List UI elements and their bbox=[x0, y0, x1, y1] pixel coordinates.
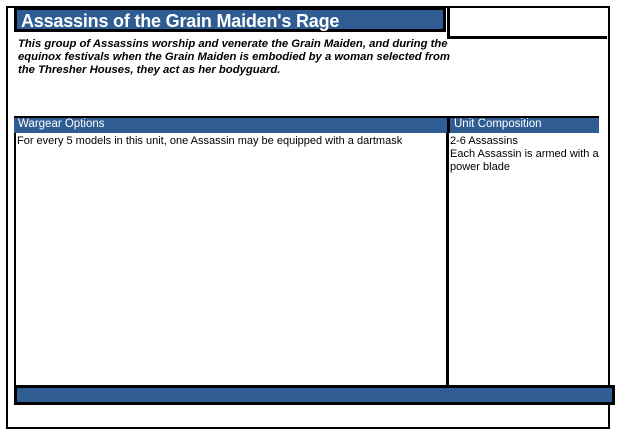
wargear-header bbox=[14, 116, 447, 133]
column-divider bbox=[446, 133, 449, 385]
unit-armament: Each Assassin is armed with a power blade bbox=[450, 148, 599, 173]
unit-description: This group of Assassins worship and venerate the Grain Maiden, and during the equinox festivals when the Grain Maiden is embodied by a woman selected from the Thresher Houses, they act as her bodyguard. bbox=[18, 38, 450, 76]
unit-composition-body bbox=[450, 135, 615, 174]
unit-composition-header bbox=[447, 116, 599, 133]
wargear-option-text: For every 5 models in this unit, one Assassin may be equipped with a dartmask bbox=[17, 135, 403, 147]
unit-composition-header-label: Unit Composition bbox=[454, 118, 542, 130]
footer-bar bbox=[14, 385, 615, 405]
wargear-left-border bbox=[14, 133, 16, 385]
wargear-header-label: Wargear Options bbox=[18, 118, 105, 130]
title-side-box bbox=[447, 7, 607, 39]
unit-title: Assassins of the Grain Maiden's Rage bbox=[21, 11, 340, 31]
unit-size: 2-6 Assassins bbox=[450, 135, 518, 147]
title-bar bbox=[14, 7, 446, 32]
